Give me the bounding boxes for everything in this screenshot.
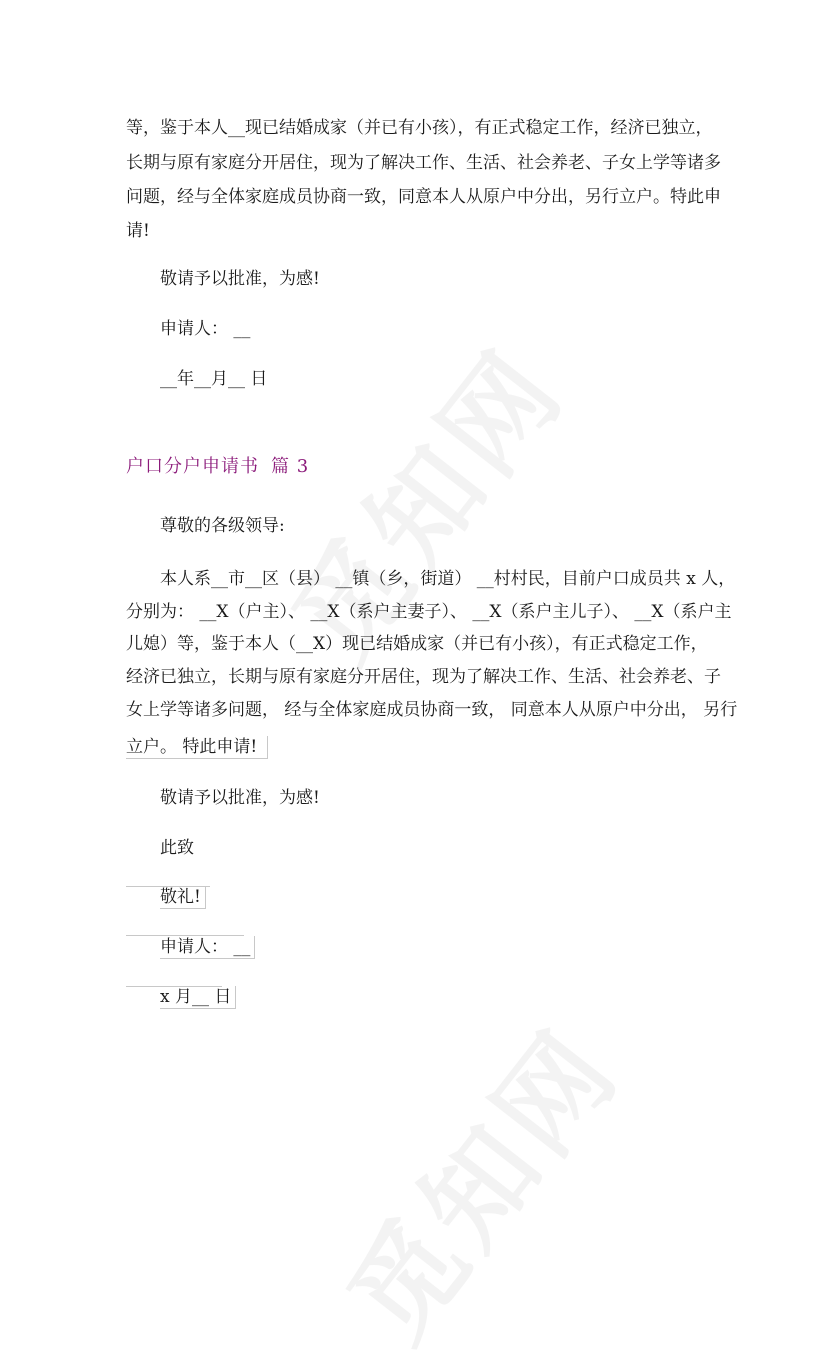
applicant-line: 申请人： __ [160,319,251,339]
body2-line-3: 儿媳）等，鉴于本人（__X）现已结婚成家（并已有小孩），有正式稳定工作， [126,634,708,654]
date-line: __年__月__ 日 [160,369,268,389]
body-line-2: 长期与原有家庭分开居住，现为了解决工作、生活、社会养老、子女上学等诸多 [126,153,721,173]
body2-line-1: 本人系__市__区（县） __镇（乡，街道） __村村民，目前户口成员共 x 人， [160,569,736,589]
applicant-line-2: 申请人： __ [160,936,255,959]
watermark [251,311,593,687]
body-line-4: 请! [126,221,150,241]
date-line-2: x 月__ 日 [160,986,236,1009]
request-text-2: 敬请予以批准，为感! [160,788,320,808]
salutation: 尊敬的各级领导: [160,516,285,536]
heading-number: 篇 3 [271,456,310,477]
request-text: 敬请予以批准，为感! [160,269,320,289]
body2-line-4: 经济已独立，长期与原有家庭分开居住，现为了解决工作、生活、社会养老、子 [126,667,721,687]
closing-text: 此致 [160,838,194,858]
section-heading [126,452,309,478]
body-line-1: 等，鉴于本人__现已结婚成家（并已有小孩），有正式稳定工作，经济已独立， [126,118,713,138]
body2-line-5: 女上学等诸多问题， 经与全体家庭成员协商一致， 同意本人从原户中分出， 另行 [126,700,738,720]
regards-text: 敬礼! [160,886,206,909]
body-line-3: 问题，经与全体家庭成员协商一致，同意本人从原户中分出，另行立户。特此申 [126,187,721,207]
body2-line-2: 分别为： __X（户主）、 __X（系户主妻子）、 __X（系户主儿子）、 __X（系户主 [126,602,732,622]
watermark-bottom [306,991,648,1367]
body2-line-6: 立户。 特此申请! [126,736,268,759]
heading-title: 户口分户申请书 [126,456,259,477]
